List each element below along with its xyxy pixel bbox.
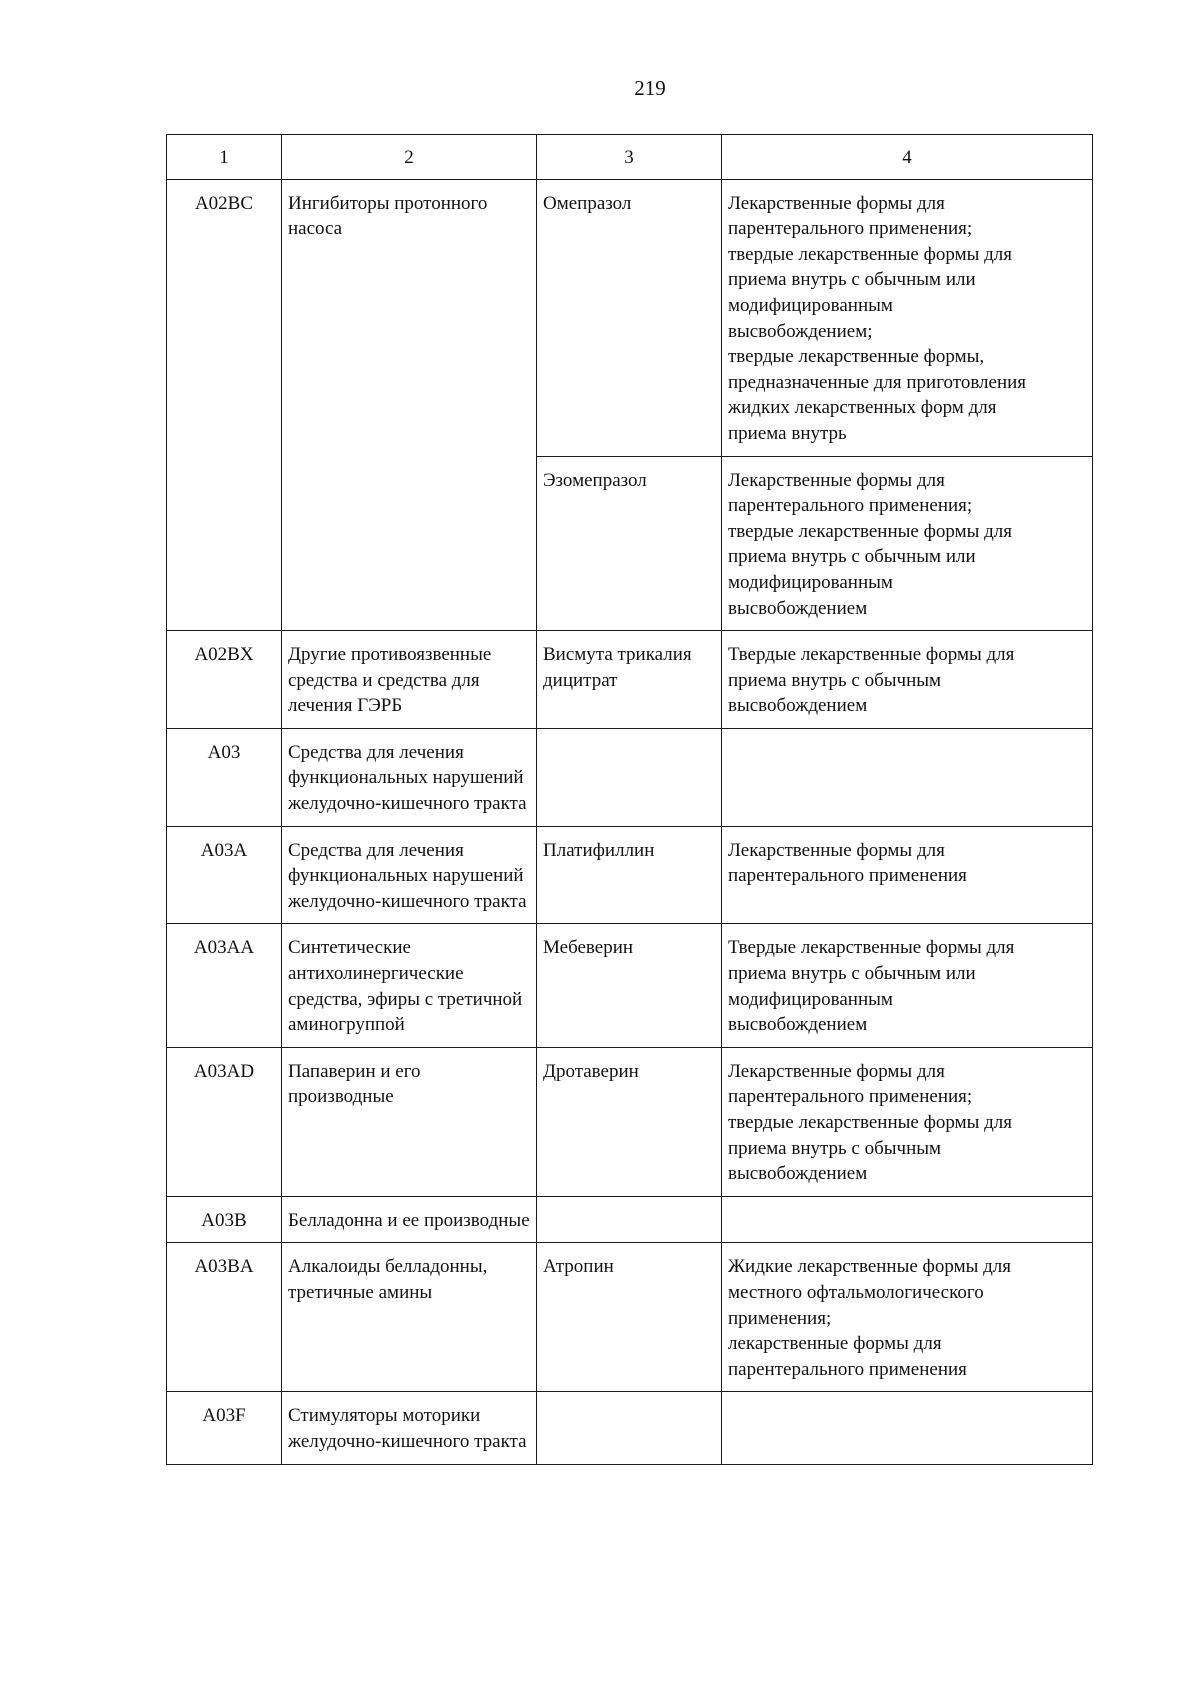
form-line: высвобождением	[728, 1163, 868, 1185]
atc-code: A03	[167, 728, 282, 826]
group-name: Средства для лечения функциональных нарушений желудочно-кишечного тракта	[282, 826, 537, 924]
dosage-forms	[722, 826, 1093, 924]
form-line: парентерального применения	[728, 865, 967, 887]
dosage-forms	[722, 1047, 1093, 1196]
table-row	[167, 924, 1093, 1047]
header-cell: 3	[537, 135, 722, 180]
form-line: высвобождением	[728, 597, 868, 619]
form-line: парентерального применения;	[728, 495, 973, 517]
atc-code: A03AD	[167, 1047, 282, 1196]
form-line: высвобождением	[728, 1014, 868, 1036]
drug-name: Атропин	[537, 1243, 722, 1392]
group-name: Белладонна и ее производные	[282, 1196, 537, 1243]
atc-code: A03F	[167, 1392, 282, 1464]
header-cell: 1	[167, 135, 282, 180]
dosage-forms	[722, 1392, 1093, 1464]
dosage-forms	[722, 631, 1093, 729]
form-line: парентерального применения;	[728, 218, 973, 240]
dosage-forms	[722, 728, 1093, 826]
form-line: жидких лекарственных форм для	[728, 397, 997, 419]
atc-code: A03A	[167, 826, 282, 924]
form-line: твердые лекарственные формы,	[728, 346, 985, 368]
form-line: модифицированным	[728, 294, 893, 316]
dosage-forms	[722, 456, 1093, 631]
form-line: Лекарственные формы для	[728, 839, 945, 861]
header-cell: 2	[282, 135, 537, 180]
form-line: приема внутрь с обычным	[728, 669, 942, 691]
form-line: твердые лекарственные формы для	[728, 1112, 1013, 1133]
form-line: модифицированным	[728, 571, 893, 593]
atc-code: A03AA	[167, 924, 282, 1047]
form-line: приема внутрь	[728, 422, 847, 444]
atc-code: A03BA	[167, 1243, 282, 1392]
dosage-forms	[722, 1243, 1093, 1392]
group-name: Синтетические антихолинергические средства, эфиры с третичной аминогруппой	[282, 924, 537, 1047]
form-line: твердые лекарственные формы для	[728, 243, 1013, 265]
drug-name: Платифиллин	[537, 826, 722, 924]
form-line: приема внутрь с обычным или	[728, 963, 976, 985]
group-name: Алкалоиды белладонны, третичные амины	[282, 1243, 537, 1392]
atc-code: A02BC	[167, 179, 282, 631]
table-row	[167, 1196, 1093, 1243]
form-line: высвобождением	[728, 695, 868, 717]
drug-name	[537, 728, 722, 826]
form-line: приема внутрь с обычным	[728, 1137, 942, 1159]
drug-name: Мебеверин	[537, 924, 722, 1047]
table-header-row	[167, 135, 1093, 180]
table-row	[167, 1047, 1093, 1196]
form-line: Твердые лекарственные формы для	[728, 644, 1015, 666]
form-line: парентерального применения;	[728, 1086, 973, 1108]
atc-code: A02BX	[167, 631, 282, 729]
form-line: Лекарственные формы для	[728, 469, 945, 491]
group-name: Стимуляторы моторики желудочно-кишечного тракта	[282, 1392, 537, 1464]
table-row	[167, 826, 1093, 924]
drug-name: Омепразол	[537, 179, 722, 456]
form-line: местного офтальмологического	[728, 1281, 984, 1303]
form-line: твердые лекарственные формы для	[728, 520, 1013, 542]
form-line: приема внутрь с обычным или	[728, 269, 976, 291]
form-line: предназначенные для приготовления	[728, 371, 1027, 393]
medication-table	[166, 134, 1093, 1465]
drug-name	[537, 1196, 722, 1243]
drug-name: Дротаверин	[537, 1047, 722, 1196]
form-line: Жидкие лекарственные формы для	[728, 1256, 1011, 1278]
form-line: модифицированным	[728, 988, 893, 1010]
form-line: высвобождением;	[728, 320, 873, 342]
form-line: парентерального применения	[728, 1358, 967, 1380]
drug-name	[537, 1392, 722, 1464]
drug-name: Эзомепразол	[537, 456, 722, 631]
form-line: приема внутрь с обычным или	[728, 546, 976, 568]
group-name: Средства для лечения функциональных нарушений желудочно-кишечного тракта	[282, 728, 537, 826]
table-row	[167, 728, 1093, 826]
form-line: лекарственные формы для	[728, 1333, 942, 1355]
drug-name: Висмута трикалия дицитрат	[537, 631, 722, 729]
dosage-forms	[722, 179, 1093, 456]
form-line: Лекарственные формы для	[728, 192, 945, 214]
table-row	[167, 1243, 1093, 1392]
form-line: применения;	[728, 1307, 832, 1329]
table-row	[167, 179, 1093, 456]
group-name: Папаверин и его производные	[282, 1047, 537, 1196]
group-name: Ингибиторы протонного насоса	[282, 179, 537, 631]
group-name: Другие противоязвенные средства и средства для лечения ГЭРБ	[282, 631, 537, 729]
atc-code: A03B	[167, 1196, 282, 1243]
header-cell: 4	[722, 135, 1093, 180]
dosage-forms	[722, 1196, 1093, 1243]
form-line: Лекарственные формы для	[728, 1060, 945, 1082]
table-row	[167, 1392, 1093, 1464]
form-line: Твердые лекарственные формы для	[728, 937, 1015, 959]
table-row	[167, 631, 1093, 729]
dosage-forms	[722, 924, 1093, 1047]
page-number: 219	[634, 76, 666, 100]
